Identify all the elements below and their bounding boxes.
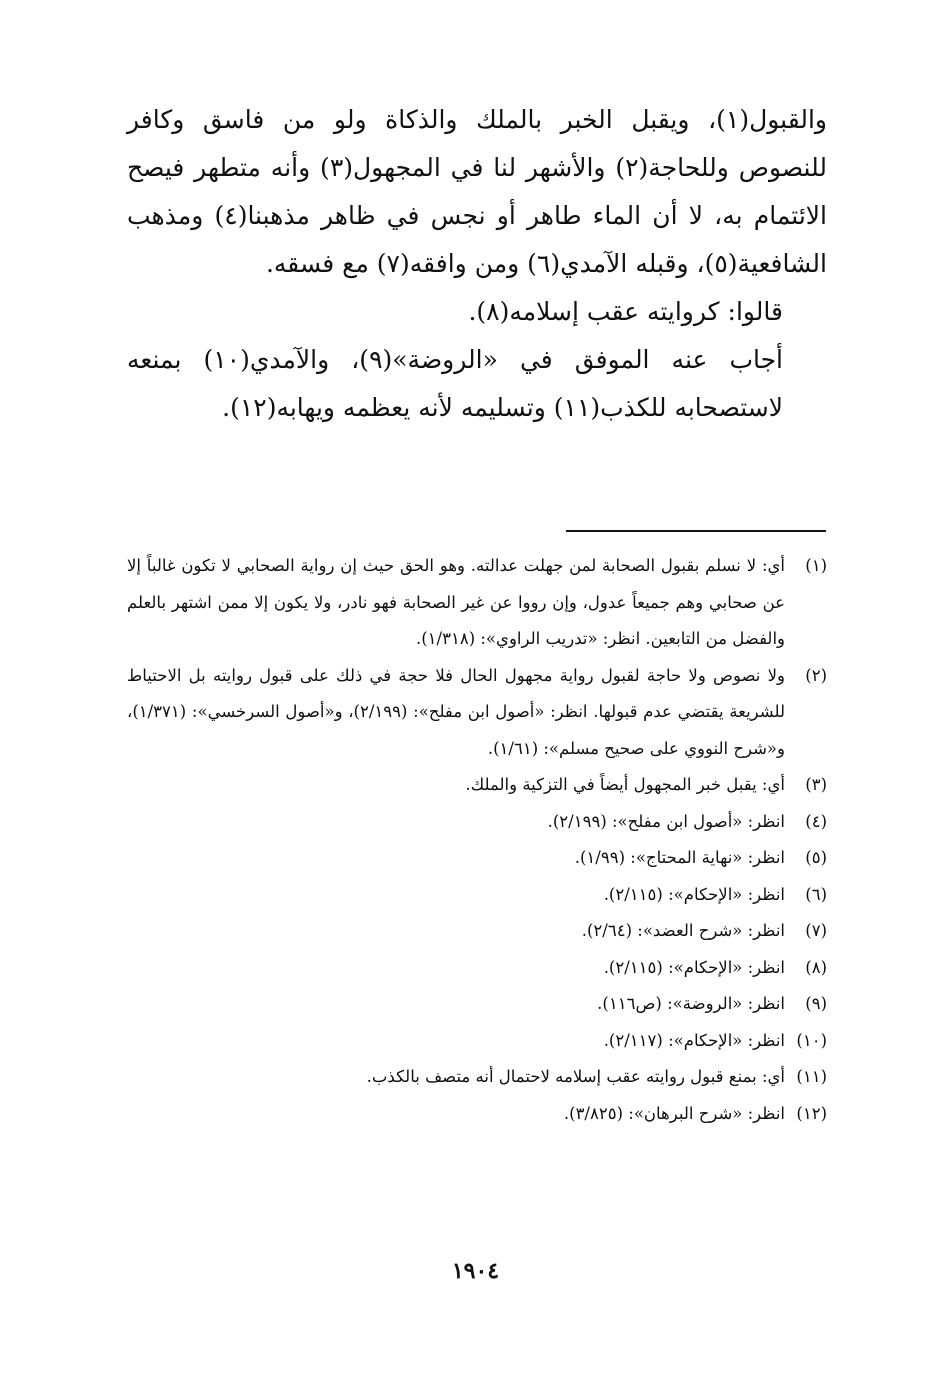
footnote <box>127 1023 827 1060</box>
footnote-number: (٢) <box>805 665 827 685</box>
footnote <box>127 658 827 768</box>
footnote-number: (٣) <box>805 775 827 794</box>
footnote-text: أي: لا نسلم بقبول الصحابة لمن جهلت عدالته. وهو الحق حيث إن رواية الصحابي لا تكون غالباً إلا عن صحابي وهم جميعاً عدول، وإن رووا عن غير الصحابة فهو نادر، ولا يكون إلا ممن اشتهر بالعلم والفضل من التابعين. انظر: «تدريب الراوي»: (١/٣١٨). <box>127 556 785 648</box>
footnote <box>127 877 827 914</box>
footnote-number: (٦) <box>805 884 827 904</box>
footnotes <box>127 548 827 1132</box>
footnote-text: انظر: «أصول ابن مفلح»: (٢/١٩٩). <box>547 811 785 831</box>
footnote <box>127 986 827 1023</box>
footnote <box>127 1059 827 1096</box>
footnote <box>127 950 827 987</box>
footnote-text: انظر: «شرح البرهان»: (٣/٨٢٥). <box>563 1103 785 1123</box>
footnote-text: أي: بمنع قبول روايته عقب إسلامه لاحتمال أنه متصف بالكذب. <box>366 1067 785 1086</box>
paragraph: قالوا: كروايته عقب إسلامه(٨). <box>468 297 783 326</box>
footnote-number: (١١) <box>796 1067 827 1086</box>
footnote <box>127 767 827 804</box>
footnote-text: انظر: «الروضة»: (ص١١٦). <box>597 994 785 1013</box>
footnote <box>127 913 827 950</box>
paragraph: أجاب عنه الموفق في «الروضة»(٩)، والآمدي(١٠) بمنعه لاستصحابه للكذب(١١) وتسليمه لأنه يعظمه ويهابه(١٢). <box>127 345 783 422</box>
footnote-text: أي: يقبل خبر المجهول أيضاً في التزكية والملك. <box>465 775 785 794</box>
footnote <box>127 840 827 877</box>
footnote-text: انظر: «الإحكام»: (٢/١١٥). <box>603 957 785 977</box>
footnote-text: انظر: «شرح العضد»: (٢/٦٤). <box>581 921 785 940</box>
footnote-number: (٧) <box>805 921 827 940</box>
paragraph: والقبول(١)، ويقبل الخبر بالملك والذكاة ولو من فاسق وكافر للنصوص وللحاجة(٢) والأشهر لنا في المجهول(٣) وأنه متطهر فيصح الائتمام به، لا أن الماء طاهر أو نجس في ظاهر مذهبنا(٤) ومذهب الشافعية(٥)، وقبله الآمدي(٦) ومن وافقه(٧) مع فسقه. <box>127 105 827 278</box>
main-text <box>127 96 827 432</box>
footnote-separator <box>566 530 826 532</box>
footnote-number: (٩) <box>805 994 827 1013</box>
footnote-number: (١) <box>805 556 827 575</box>
footnote-text: ولا نصوص ولا حاجة لقبول رواية مجهول الحال فلا حجة في ذلك على قبول روايته بل الاحتياط للشريعة يقتضي عدم قبولها. انظر: «أصول ابن مفلح»: (٢/١٩٩)، و«أصول السرخسي»: (١/٣٧١)، و«شرح النووي على صحيح مسلم»: (١/٦١). <box>127 665 785 758</box>
footnote-number: (٤) <box>805 811 827 831</box>
footnote <box>127 548 827 658</box>
footnote-number: (٨) <box>805 957 827 977</box>
footnote-number: (٥) <box>805 848 827 867</box>
footnote-text: انظر: «الإحكام»: (٢/١١٥). <box>603 884 785 904</box>
footnote-text: انظر: «الإحكام»: (٢/١١٧). <box>603 1030 785 1050</box>
footnote-number: (١٠) <box>796 1030 827 1050</box>
footnote-number: (١٢) <box>796 1103 827 1123</box>
footnote <box>127 804 827 841</box>
footnote-text: انظر: «نهاية المحتاج»: (١/٩٩). <box>574 848 785 867</box>
page-number: ١٩٠٤ <box>451 1258 500 1284</box>
footnote <box>127 1096 827 1133</box>
